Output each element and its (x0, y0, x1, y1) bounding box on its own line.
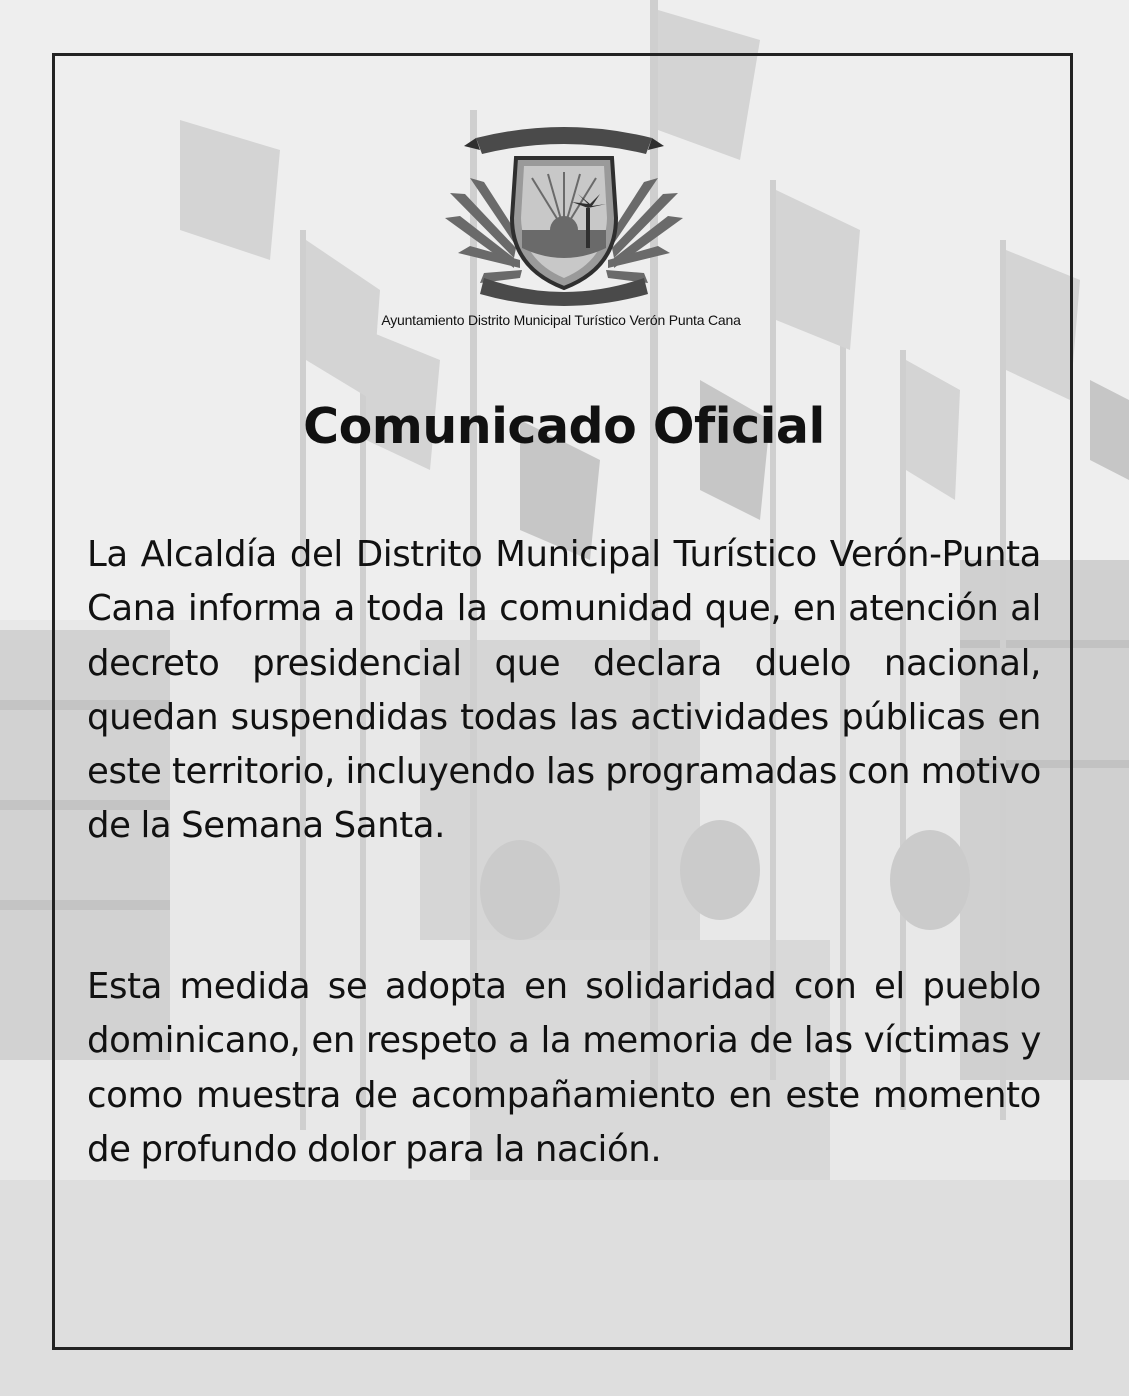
page-title: Comunicado Oficial (303, 398, 825, 455)
body-paragraph-1: La Alcaldía del Distrito Municipal Turístico Verón-Punta Cana informa a toda la comunidad que, en atención al decreto presidencial que declara duelo nacional, quedan suspendidas todas las actividades públicas en este territorio, incluyendo las programadas con motivo de la Semana Santa. (87, 534, 1041, 847)
body-paragraph-2: Esta medida se adopta en solidaridad con el pueblo dominicano, en respeto a la memoria de las víctimas y como muestra de acompañamiento en este momento de profundo dolor para la nación. (87, 966, 1041, 1170)
organization-name: Ayuntamiento Distrito Municipal Turístico Verón Punta Cana (381, 312, 741, 328)
coat-of-arms-logo (440, 118, 688, 308)
